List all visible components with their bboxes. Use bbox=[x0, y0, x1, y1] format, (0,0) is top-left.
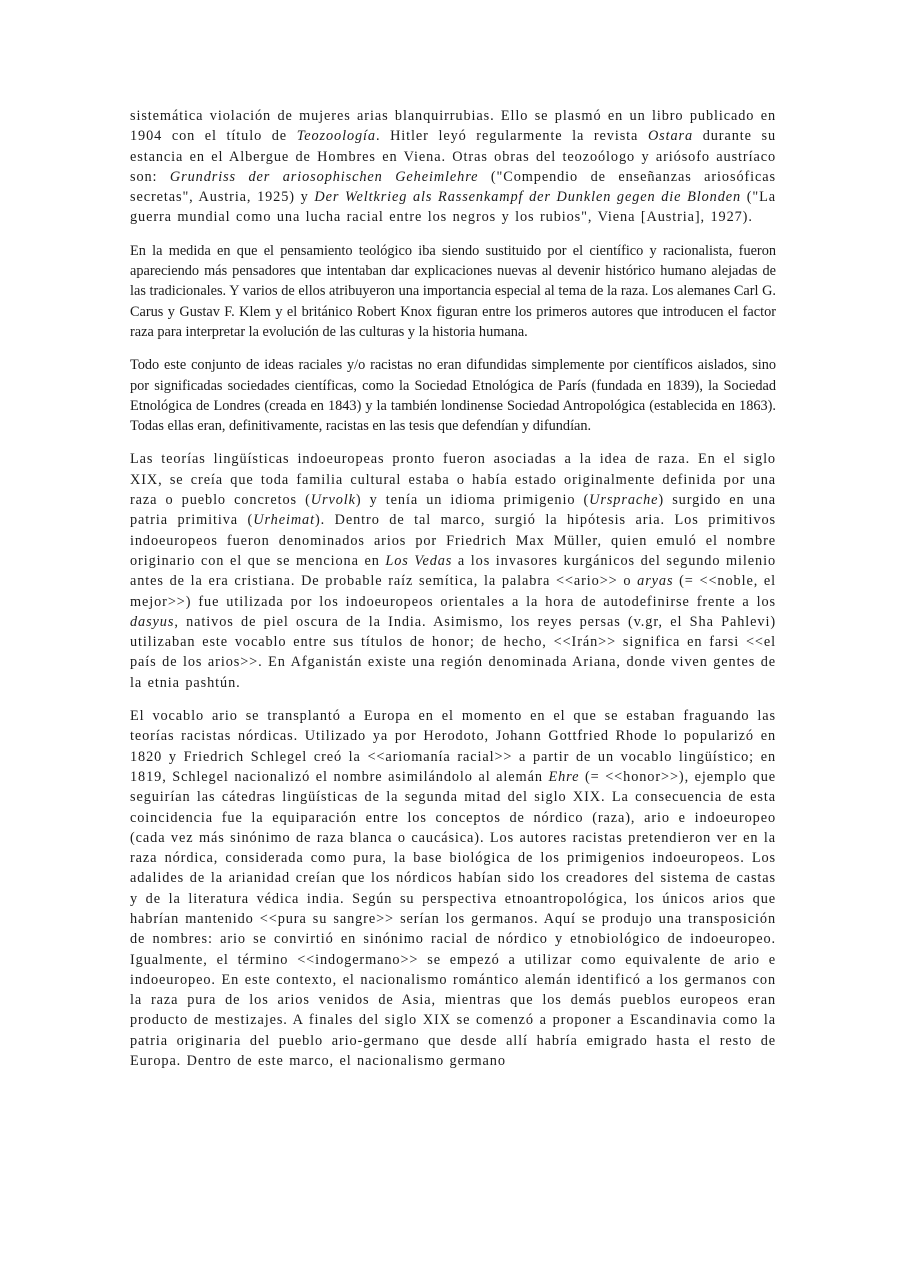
text-run: a los invasores kurgánicos del segundo milenio antes de la era cristiana. De probable raíz semítica, la palabra <<ario>> o bbox=[130, 552, 776, 590]
paragraph-3 bbox=[130, 355, 776, 436]
text-run: , nativos de piel oscura de la India. Asimismo, los reyes persas (v.gr, el Sha Pahlevi) utilizaban este vocablo entre sus títulos de honor; de hecho, <<Irán>> significa en farsi <<el país de los arios>>. En Afganistán existe una región denominada Ariana, donde viven gentes de la etnia pashtún. bbox=[130, 613, 776, 691]
text-run: Las teorías lingüísticas indoeuropeas pronto fueron asociadas a la idea de raza. En el siglo XIX, se creía que toda familia cultural estaba o había estado originalmente definida por una raza o pueblo concretos ( bbox=[130, 451, 776, 509]
text-run: Todo este conjunto de ideas raciales y/o racistas no eran difundidas simplemente por científicos aislados, sino por significadas sociedades científicas, como la Sociedad Etnológica de París (fundada en 1839), la Sociedad Etnológica de Londres (creada en 1843) y la también londinense Sociedad Antropológica (establecida en 1863). Todas ellas eran, definitivamente, racistas en las tesis que defendían y difundían. bbox=[130, 357, 776, 435]
text-run: ("Compendio de enseñanzas ariosóficas secretas", Austria, 1925) y bbox=[130, 168, 776, 206]
paragraph-1 bbox=[130, 106, 776, 228]
italic-text: Los Vedas bbox=[385, 552, 453, 569]
document-page bbox=[130, 106, 776, 1084]
italic-text: Der Weltkrieg als Rassenkampf der Dunklen gegen die Blonden bbox=[314, 189, 742, 206]
italic-text: Grundriss der ariosophischen Geheimlehre bbox=[169, 168, 479, 185]
italic-text: aryas bbox=[637, 573, 674, 590]
text-run: (= <<honor>>), ejemplo que seguirían las cátedras lingüísticas de la segunda mitad del siglo XIX. La consecuencia de esta coincidencia fue la equiparación entre los conceptos de nórdico (raza), ario e indoeuropeo (cada vez más sinónimo de raza blanca o caucásica). Los autores racistas pretendieron ver en la raza nórdica, considerada como pura, la base biológica de los primigenios indoeuropeos. Los adalides de la arianidad creían que los nórdicos habían sido los creadores del sistema de castas y de la literatura védica india. Según su perspectiva etnoantropológica, los únicos arios que habrían mantenido <<pura su sangre>> serían los germanos. Aquí se produjo una transposición de nombres: ario se convirtió en sinónimo racial de nórdico y etnobiológico de indoeuropeo. Igualmente, el término <<indogermano>> se empezó a utilizar como equivalente de ario e indoeuropeo. En este contexto, el nacionalismo romántico alemán identificó a los germanos con la raza pura de los arios venidos de Asia, mientras que los demás pueblos europeos eran producto de mestizajes. A finales del siglo XIX se comenzó a proponer a Escandinavia como la patria originaria del pueblo ario-germano que desde allí habría emigrado hasta el resto de Europa. Dentro de este marco, el nacionalismo germano bbox=[130, 768, 776, 1070]
text-run: ) surgido en una patria primitiva ( bbox=[130, 492, 776, 529]
italic-text: Urheimat bbox=[253, 512, 315, 529]
paragraph-4 bbox=[130, 449, 776, 693]
italic-text: Ursprache bbox=[589, 492, 659, 509]
text-run: sistemática violación de mujeres arias blanquirrubias. Ello se plasmó en un libro publicado en 1904 con el título de bbox=[130, 108, 776, 145]
text-run: durante su estancia en el Albergue de Hombres en Viena. Otras obras del teozoólogo y ariósofo austríaco son: bbox=[130, 128, 777, 185]
text-run: ) y tenía un idioma primigenio ( bbox=[355, 492, 590, 509]
text-run: . Hitler leyó regularmente la revista bbox=[375, 128, 648, 145]
text-run: ("La guerra mundial como una lucha racial entre los negros y los rubios", Viena [Austria], 1927). bbox=[130, 189, 777, 226]
text-run: En la medida en que el pensamiento teológico iba siendo sustituido por el científico y racionalista, fueron apareciendo más pensadores que intentaban dar explicaciones nuevas al devenir histórico humano alejadas de las tradicionales. Y varios de ellos atribuyeron una importancia especial al tema de la raza. Los alemanes Carl G. Carus y Gustav F. Klem y el británico Robert Knox figuran entre los primeros autores que introducen el factor raza para interpretar la evolución de las culturas y la historia humana. bbox=[130, 242, 776, 340]
italic-text: Urvolk bbox=[310, 492, 356, 509]
italic-text: Ostara bbox=[647, 128, 694, 145]
text-run: El vocablo ario se transplantó a Europa en el momento en el que se estaban fraguando las teorías racistas nórdicas. Utilizado ya por Herodoto, Johann Gottfried Rhode lo popularizó en 1820 y Friedrich Schlegel creó la <<ariomanía racial>> a partir de un vocablo lingüístico; en 1819, Schlegel nacionalizó el nombre asimilándolo al alemán bbox=[130, 708, 776, 785]
paragraph-5 bbox=[130, 706, 776, 1071]
italic-text: dasyus bbox=[130, 613, 175, 630]
italic-text: Ehre bbox=[548, 768, 580, 785]
text-run: ). Dentro de tal marco, surgió la hipótesis aria. Los primitivos indoeuropeos fueron denominados arios por Friedrich Max Müller, quien emuló el nombre originario con el que se menciona en bbox=[130, 512, 776, 569]
paragraph-2 bbox=[130, 241, 776, 342]
text-run: (= <<noble, el mejor>>) fue utilizada por los indoeuropeos orientales a la hora de autodefinirse frente a los bbox=[130, 573, 777, 610]
italic-text: Teozoología bbox=[296, 128, 376, 145]
